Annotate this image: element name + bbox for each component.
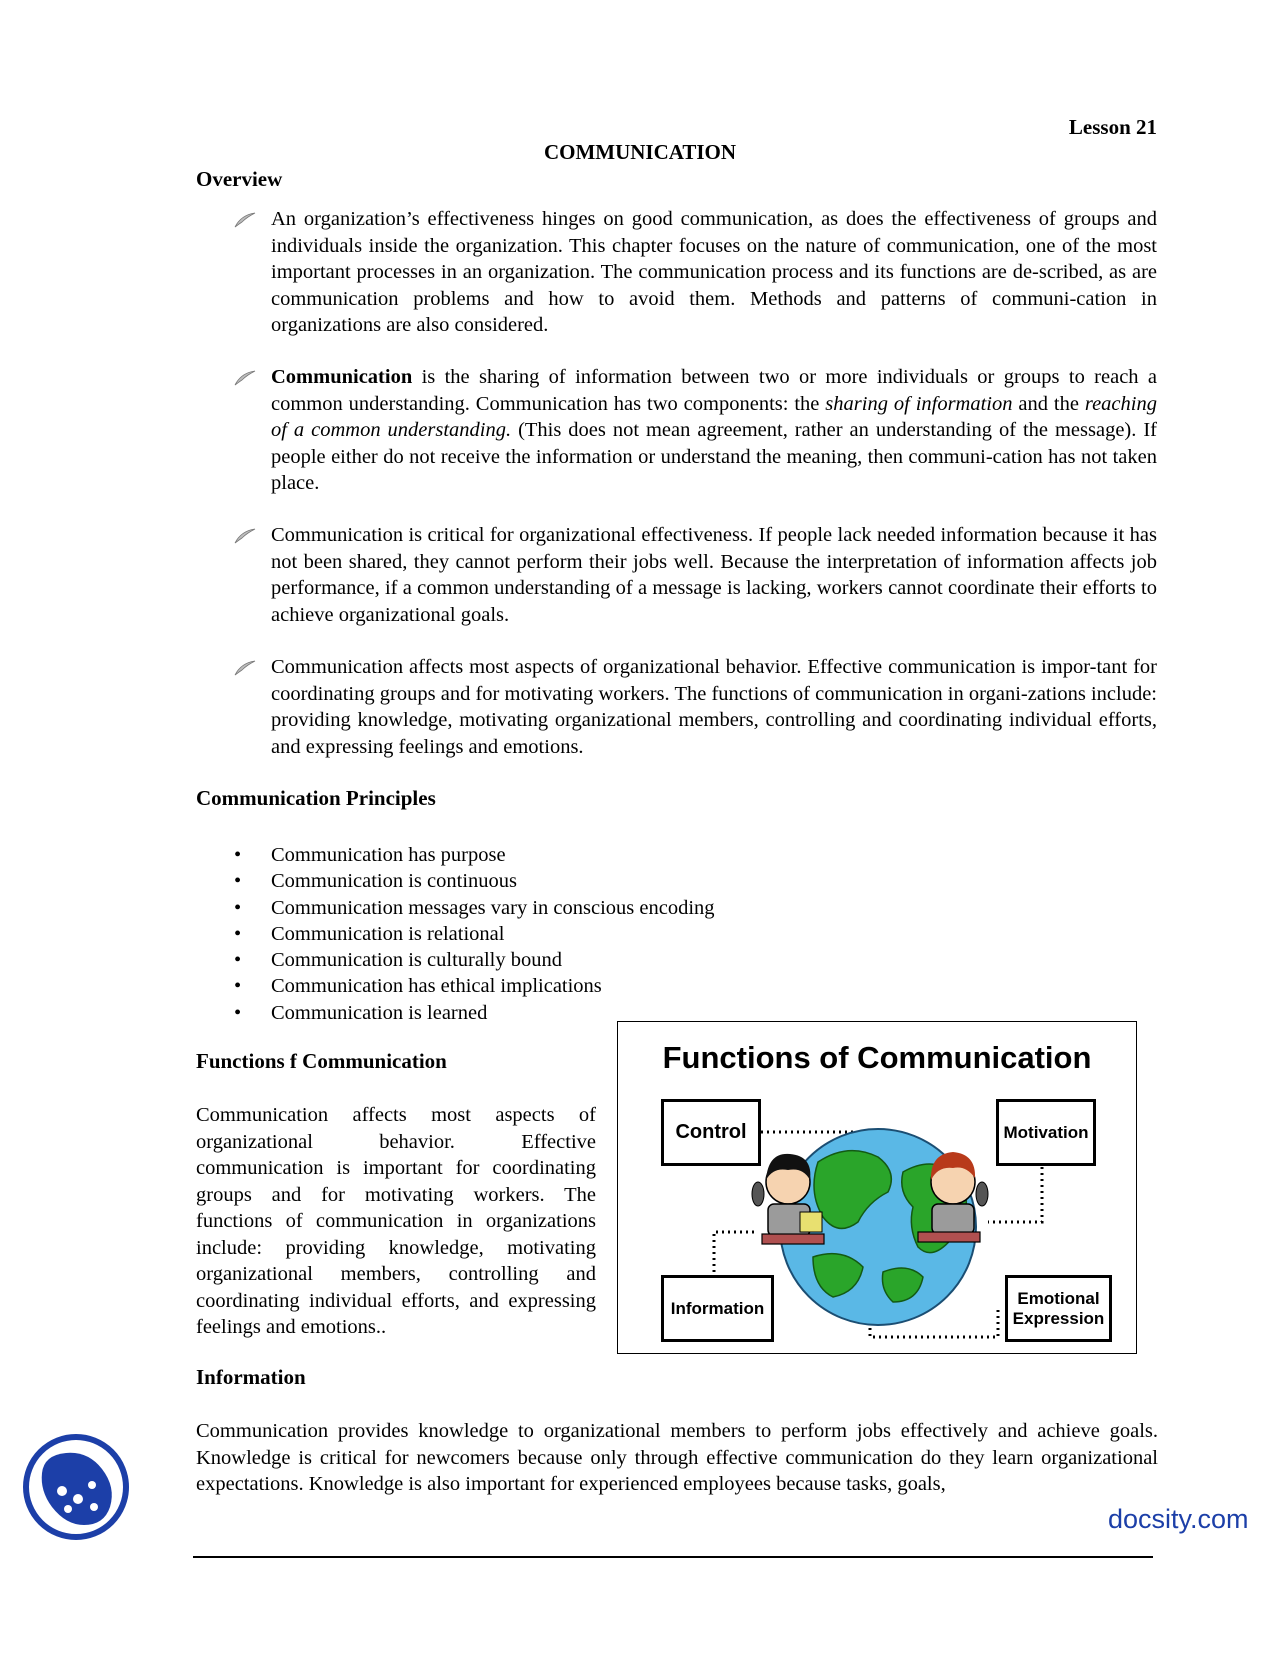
principles-heading: Communication Principles [196,786,436,810]
list-item-text: Communication has ethical implications [271,975,602,998]
list-item-text: Communication is continuous [271,870,517,893]
list-item [233,895,933,921]
information-paragraph: Communication provides knowledge to organizational members to perform jobs effectively and achieve goals. Knowledge is critical for newcomers because only through effective communication do they learn organizational expectations. Knowledge is also important for experienced employees because tasks, goals, [196,1420,1158,1495]
emotional-expression-box: Emotional Expression [1005,1275,1112,1342]
principles-list [233,842,933,1026]
communication-definition [271,364,1157,497]
list-item-text: Communication messages vary in conscious encoding [271,896,715,919]
overview-bullet-1 [233,206,1157,339]
functions-paragraph: Communication affects most aspects of organizational behavior. Effective communication is important for coordinating groups and for motivating workers. The functions of communication in organizations include: providing knowledge, motivating organizational members, controlling and coordinating individual efforts, and expressing feelings and emotions.. [196,1104,596,1338]
page-title: COMMUNICATION [543,140,737,164]
list-item [233,921,933,947]
bullet-dot-icon: • [234,922,242,945]
information-box: Information [661,1275,774,1342]
control-box: Control [661,1099,761,1166]
definition-term: Communication [271,366,413,388]
definition-text: (This does not mean agreement, rather an understanding of the message). If people either do not receive the information or understand the meaning, then communi-cation has not taken place. [271,419,1157,494]
bullet-dot-icon: • [234,896,242,919]
overview-heading: Overview [196,167,283,191]
feather-bullet-icon [233,211,257,229]
list-item-text: Communication is culturally bound [271,949,562,972]
overview-paragraph: Communication is critical for organizational effectiveness. If people lack needed information because it has not been shared, they cannot perform their jobs well. Because the interpretation of information affects job performance, if a common understanding of a message is lacking, workers cannot coordinate their efforts to achieve organizational goals. [271,524,1157,626]
bullet-dot-icon: • [234,870,242,893]
feather-bullet-icon [233,659,257,677]
footer-rule [193,1556,1153,1558]
overview-paragraph: An organization’s effectiveness hinges on good communication, as does the effectiveness of groups and individuals inside the organization. This chapter focuses on the nature of communication, one of the most important processes in an organization. The communication process and its functions are de-scribed, as are communication problems and how to avoid them. Methods and patterns of communi-cation in organizations are also considered. [271,208,1157,336]
overview-bullet-3 [233,522,1157,628]
definition-emphasis: sharing of information [825,392,1013,415]
list-item-text: Communication is learned [271,1001,488,1024]
list-item-text: Communication has purpose [271,844,506,866]
connector-information [714,1232,758,1272]
functions-heading: Functions f Communication [196,1049,447,1073]
docsity-logo-icon [22,1433,130,1541]
overview-bullet-2 [233,364,1157,497]
information-heading: Information [196,1365,306,1389]
overview-paragraph: Communication affects most aspects of organizational behavior. Effective communication is impor-tant for coordinating groups and for motivating workers. The functions of communication in organi-zations include: providing knowledge, motivating organizational members, controlling and coordinating individual efforts, and expressing feelings and emotions. [271,656,1157,758]
bullet-dot-icon: • [234,975,242,998]
feather-bullet-icon [233,527,257,545]
lesson-number: Lesson 21 [1068,115,1157,139]
bullet-dot-icon: • [234,949,242,972]
definition-emphasis: reaching of a common understanding. [271,392,1157,441]
figure-title: Functions of Communication [662,1040,1092,1075]
list-item-text: Communication is relational [271,922,505,945]
bullet-dot-icon: • [234,844,242,866]
connector-motivation [988,1167,1042,1222]
list-item [233,947,933,973]
bullet-dot-icon: • [234,1001,242,1024]
functions-figure [617,1021,1137,1354]
overview-bullet-4 [233,654,1157,760]
list-item [233,868,933,894]
definition-text: is the sharing of information between two or more individuals or groups to reach a common understanding. Communication has two components: the [271,366,1157,415]
brand-link[interactable]: docsity.com [1108,1504,1249,1534]
list-item [233,973,933,999]
feather-bullet-icon [233,369,257,387]
definition-text: and the [1012,392,1085,415]
list-item [233,842,933,868]
motivation-box: Motivation [996,1099,1096,1166]
